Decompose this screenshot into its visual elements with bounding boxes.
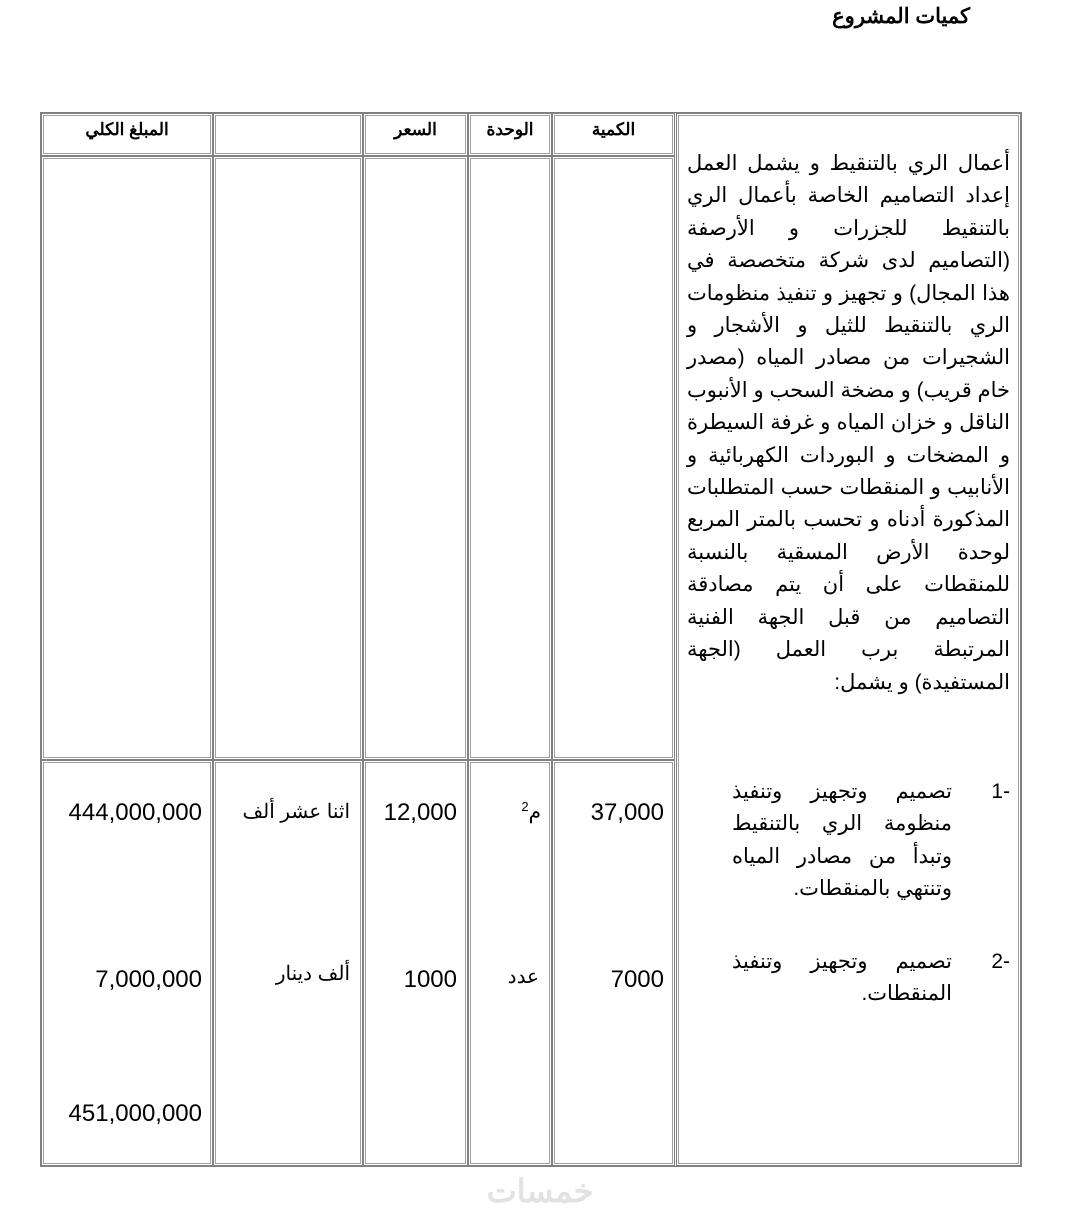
item-1-unit [521,799,541,825]
watermark-logo: خمسات [486,1173,594,1209]
empty-cell [41,156,213,760]
item-2-text [732,946,1010,1011]
item-2-unit: عدد [507,966,539,988]
description-cell [676,113,1021,1166]
header-total [41,113,213,156]
empty-cell [552,156,675,760]
price-column [363,760,468,1166]
header-unit-label: الوحدة [486,120,534,139]
item-2-quantity: 7000 [610,966,664,993]
header-price [363,113,468,156]
item-1-unit-label: م [528,801,541,824]
item-1-quantity: 37,000 [590,799,664,826]
item-2-description: تصميم وتجهيز وتنفيذ المنقطات. [732,950,952,1006]
item-1-number: -1 [991,780,1010,803]
header-price-label: السعر [394,120,437,139]
item-2-price: 1000 [403,966,457,993]
item-1-price-words: اثنا عشر ألف [242,801,350,823]
item-1-unit-superscript: 2 [521,799,529,814]
header-quantity [552,113,675,156]
item-2-number: -2 [991,950,1010,973]
header-total-label: المبلغ الكلي [85,120,169,139]
price-words-column [213,760,363,1166]
item-2-total: 7,000,000 [95,966,202,993]
item-1-description: تصميم وتجهيز وتنفيذ منظومة الري بالتنقيط وتبدأ من مصادر المياه وتنتهي بالمنقطات. [732,780,952,901]
item-2-price-words: ألف دينار [275,963,350,985]
description-text: أعمال الري بالتنقيط و يشمل العمل إعداد التصاميم الخاصة بأعمال الري بالتنقيط للجزرات و الأرصفة (التصاميم لدى شركة متخصصة في هذا المجال) و تجهيز و تنفيذ منظومات الري بالتنقيط للثيل و الأشجار و الشجيرات من مصادر المياه (مصدر خام قريب) و مضخة السحب و الأنبوب الناقل و خزان المياه و غرفة السيطرة و المضخات و البوردات الكهربائية و الأنابيب و المنقطات حسب المتطلبات المذكورة أدناه و تحسب بالمتر المربع لوحدة الأرض المسقية بالنسبة للمنقطات على أن يتم مصادقة التصاميم من قبل الجهة الفنية المرتبطة برب العمل (الجهة المستفيدة) و يشمل: [687,152,1010,694]
quantity-column [552,760,675,1166]
header-words [213,113,363,156]
empty-cell [363,156,468,760]
item-1-text [732,776,1010,906]
unit-column [468,760,552,1166]
item-1-price: 12,000 [383,799,457,826]
page-title: كميات المشروع [832,5,970,28]
empty-cell [468,156,552,760]
header-quantity-label: الكمية [591,120,636,139]
grand-total: 451,000,000 [68,1100,202,1127]
total-column [41,760,213,1166]
header-unit [468,113,552,156]
empty-cell [213,156,363,760]
item-1-total: 444,000,000 [68,799,202,826]
